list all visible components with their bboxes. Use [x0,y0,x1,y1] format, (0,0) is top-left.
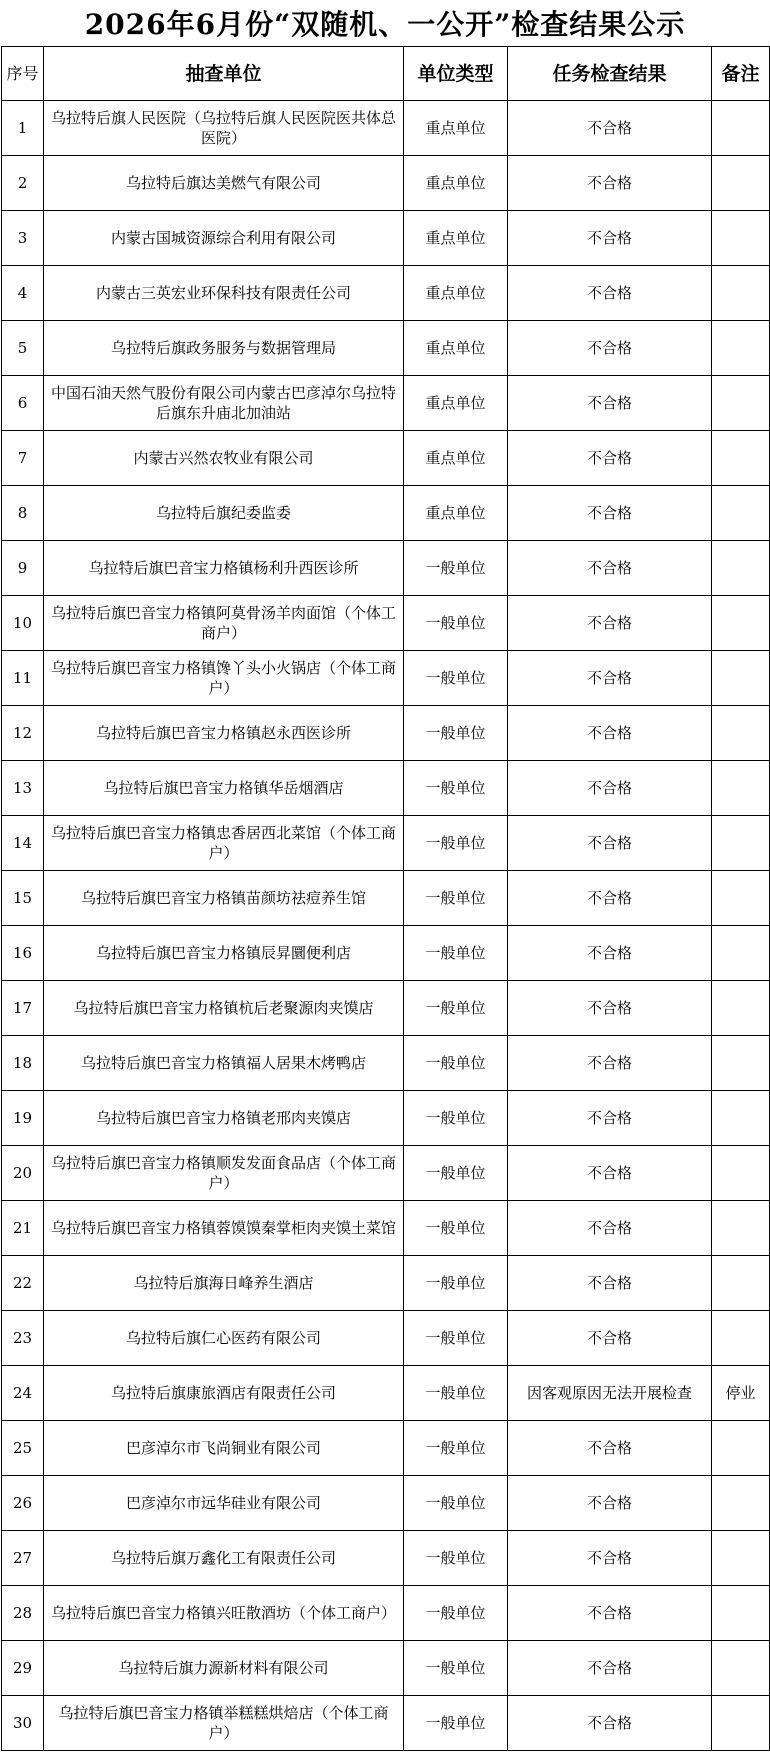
table-row [2,596,770,651]
cell-no: 15 [2,871,44,926]
table-row [2,1311,770,1366]
cell-note [712,321,770,376]
table-row [2,541,770,596]
cell-unit: 内蒙古国城资源综合利用有限公司 [44,211,404,266]
cell-unit: 乌拉特后旗力源新材料有限公司 [44,1641,404,1696]
cell-type: 一般单位 [404,816,508,871]
cell-type: 一般单位 [404,1531,508,1586]
cell-type: 一般单位 [404,596,508,651]
cell-unit: 内蒙古三英宏业环保科技有限责任公司 [44,266,404,321]
cell-unit: 乌拉特后旗达美燃气有限公司 [44,156,404,211]
cell-note [712,651,770,706]
cell-no: 8 [2,486,44,541]
cell-unit: 乌拉特后旗巴音宝力格镇阿莫骨汤羊肉面馆（个体工商户） [44,596,404,651]
table-row [2,871,770,926]
cell-result: 不合格 [508,1476,712,1531]
cell-type: 一般单位 [404,1421,508,1476]
table-header-row [2,47,770,101]
cell-unit: 乌拉特后旗巴音宝力格镇杨利升西医诊所 [44,541,404,596]
header-result: 任务检查结果 [508,47,712,101]
cell-result: 不合格 [508,486,712,541]
cell-result: 不合格 [508,1311,712,1366]
cell-type: 一般单位 [404,1256,508,1311]
cell-no: 9 [2,541,44,596]
cell-type: 一般单位 [404,1586,508,1641]
cell-type: 一般单位 [404,1366,508,1421]
cell-note [712,1201,770,1256]
cell-note [712,266,770,321]
header-note: 备注 [712,47,770,101]
cell-no: 26 [2,1476,44,1531]
cell-unit: 巴彦淖尔市飞尚铜业有限公司 [44,1421,404,1476]
cell-result: 不合格 [508,376,712,431]
cell-note [712,1641,770,1696]
cell-type: 一般单位 [404,761,508,816]
cell-result: 不合格 [508,1696,712,1751]
cell-unit: 乌拉特后旗巴音宝力格镇忠香居西北菜馆（个体工商户） [44,816,404,871]
cell-result: 因客观原因无法开展检查 [508,1366,712,1421]
cell-result: 不合格 [508,871,712,926]
cell-note [712,1696,770,1751]
cell-no: 20 [2,1146,44,1201]
cell-result: 不合格 [508,926,712,981]
cell-note [712,1531,770,1586]
cell-unit: 乌拉特后旗巴音宝力格镇顺发发面食品店（个体工商户） [44,1146,404,1201]
cell-no: 23 [2,1311,44,1366]
cell-no: 1 [2,101,44,156]
table-row [2,1146,770,1201]
cell-no: 7 [2,431,44,486]
cell-type: 重点单位 [404,156,508,211]
cell-result: 不合格 [508,1641,712,1696]
table-row [2,1641,770,1696]
cell-type: 一般单位 [404,981,508,1036]
cell-no: 4 [2,266,44,321]
cell-type: 重点单位 [404,266,508,321]
cell-unit: 乌拉特后旗巴音宝力格镇苗颜坊祛痘养生馆 [44,871,404,926]
cell-type: 重点单位 [404,321,508,376]
cell-note [712,431,770,486]
cell-unit: 乌拉特后旗巴音宝力格镇老邢肉夹馍店 [44,1091,404,1146]
table-row [2,761,770,816]
cell-type: 一般单位 [404,541,508,596]
cell-no: 28 [2,1586,44,1641]
header-type: 单位类型 [404,47,508,101]
cell-type: 一般单位 [404,1146,508,1201]
cell-no: 24 [2,1366,44,1421]
cell-type: 一般单位 [404,1641,508,1696]
cell-note [712,1586,770,1641]
cell-result: 不合格 [508,541,712,596]
cell-note [712,761,770,816]
cell-type: 一般单位 [404,1311,508,1366]
table-row [2,706,770,761]
cell-note [712,871,770,926]
table-row [2,1421,770,1476]
table-row [2,1696,770,1751]
cell-unit: 乌拉特后旗巴音宝力格镇兴旺散酒坊（个体工商户） [44,1586,404,1641]
table-row [2,1476,770,1531]
cell-note [712,816,770,871]
cell-no: 22 [2,1256,44,1311]
inspection-results-table [1,46,770,1751]
table-row [2,101,770,156]
cell-no: 13 [2,761,44,816]
table-row [2,1366,770,1421]
cell-note [712,376,770,431]
cell-no: 5 [2,321,44,376]
table-row [2,376,770,431]
cell-result: 不合格 [508,266,712,321]
cell-type: 重点单位 [404,101,508,156]
cell-note [712,1476,770,1531]
cell-unit: 乌拉特后旗康旅酒店有限责任公司 [44,1366,404,1421]
table-row [2,1531,770,1586]
cell-type: 重点单位 [404,211,508,266]
table-row [2,1256,770,1311]
cell-result: 不合格 [508,816,712,871]
cell-note: 停业 [712,1366,770,1421]
cell-result: 不合格 [508,211,712,266]
cell-unit: 乌拉特后旗巴音宝力格镇福人居果木烤鸭店 [44,1036,404,1091]
cell-type: 一般单位 [404,1091,508,1146]
table-row [2,486,770,541]
cell-unit: 乌拉特后旗巴音宝力格镇馋丫头小火锅店（个体工商户） [44,651,404,706]
cell-type: 一般单位 [404,1476,508,1531]
cell-unit: 乌拉特后旗人民医院（乌拉特后旗人民医院医共体总医院） [44,101,404,156]
cell-no: 29 [2,1641,44,1696]
cell-no: 18 [2,1036,44,1091]
cell-unit: 乌拉特后旗巴音宝力格镇杭后老聚源肉夹馍店 [44,981,404,1036]
cell-no: 3 [2,211,44,266]
cell-no: 19 [2,1091,44,1146]
cell-result: 不合格 [508,1531,712,1586]
table-row [2,816,770,871]
table-row [2,266,770,321]
cell-type: 一般单位 [404,706,508,761]
cell-result: 不合格 [508,101,712,156]
cell-type: 重点单位 [404,486,508,541]
cell-result: 不合格 [508,1036,712,1091]
cell-note [712,1421,770,1476]
cell-type: 一般单位 [404,1036,508,1091]
cell-result: 不合格 [508,1256,712,1311]
table-row [2,1036,770,1091]
cell-unit: 乌拉特后旗仁心医药有限公司 [44,1311,404,1366]
table-row [2,211,770,266]
cell-unit: 内蒙古兴然农牧业有限公司 [44,431,404,486]
cell-no: 12 [2,706,44,761]
cell-unit: 巴彦淖尔市远华硅业有限公司 [44,1476,404,1531]
cell-note [712,596,770,651]
cell-unit: 乌拉特后旗海日峰养生酒店 [44,1256,404,1311]
cell-unit: 乌拉特后旗巴音宝力格镇辰昇圜便利店 [44,926,404,981]
cell-no: 27 [2,1531,44,1586]
cell-result: 不合格 [508,431,712,486]
table-row [2,651,770,706]
table-row [2,321,770,376]
cell-result: 不合格 [508,1421,712,1476]
table-row [2,431,770,486]
cell-note [712,486,770,541]
cell-type: 一般单位 [404,1201,508,1256]
table-row [2,926,770,981]
cell-result: 不合格 [508,981,712,1036]
cell-note [712,541,770,596]
cell-type: 一般单位 [404,871,508,926]
cell-result: 不合格 [508,156,712,211]
cell-note [712,706,770,761]
cell-result: 不合格 [508,761,712,816]
cell-note [712,926,770,981]
cell-unit: 乌拉特后旗万鑫化工有限责任公司 [44,1531,404,1586]
cell-result: 不合格 [508,651,712,706]
cell-note [712,1311,770,1366]
cell-no: 6 [2,376,44,431]
table-body [2,101,770,1751]
cell-note [712,1036,770,1091]
cell-type: 一般单位 [404,651,508,706]
cell-no: 2 [2,156,44,211]
cell-no: 25 [2,1421,44,1476]
cell-no: 16 [2,926,44,981]
cell-no: 14 [2,816,44,871]
table-row [2,1586,770,1641]
cell-note [712,211,770,266]
cell-note [712,1091,770,1146]
cell-unit: 乌拉特后旗政务服务与数据管理局 [44,321,404,376]
cell-result: 不合格 [508,706,712,761]
cell-result: 不合格 [508,1146,712,1201]
cell-note [712,101,770,156]
cell-unit: 乌拉特后旗巴音宝力格镇蓉馍馍秦掌柜肉夹馍土菜馆 [44,1201,404,1256]
table-row [2,1091,770,1146]
header-unit: 抽查单位 [44,47,404,101]
cell-result: 不合格 [508,1201,712,1256]
table-row [2,981,770,1036]
table-row [2,1201,770,1256]
cell-no: 21 [2,1201,44,1256]
cell-result: 不合格 [508,321,712,376]
cell-unit: 乌拉特后旗巴音宝力格镇举糕糕烘焙店（个体工商户） [44,1696,404,1751]
cell-type: 一般单位 [404,926,508,981]
cell-result: 不合格 [508,1586,712,1641]
cell-no: 17 [2,981,44,1036]
cell-unit: 乌拉特后旗巴音宝力格镇华岳烟酒店 [44,761,404,816]
cell-result: 不合格 [508,1091,712,1146]
cell-no: 30 [2,1696,44,1751]
cell-unit: 乌拉特后旗纪委监委 [44,486,404,541]
cell-type: 一般单位 [404,1696,508,1751]
cell-no: 11 [2,651,44,706]
cell-type: 重点单位 [404,431,508,486]
table-row [2,156,770,211]
cell-note [712,156,770,211]
cell-note [712,1256,770,1311]
cell-type: 重点单位 [404,376,508,431]
cell-note [712,981,770,1036]
header-no: 序号 [2,47,44,101]
cell-result: 不合格 [508,596,712,651]
cell-unit: 中国石油天然气股份有限公司内蒙古巴彦淖尔乌拉特后旗东升庙北加油站 [44,376,404,431]
cell-no: 10 [2,596,44,651]
cell-unit: 乌拉特后旗巴音宝力格镇赵永西医诊所 [44,706,404,761]
page-title: 2026年6月份“双随机、一公开”检查结果公示 [84,8,686,41]
cell-note [712,1146,770,1201]
